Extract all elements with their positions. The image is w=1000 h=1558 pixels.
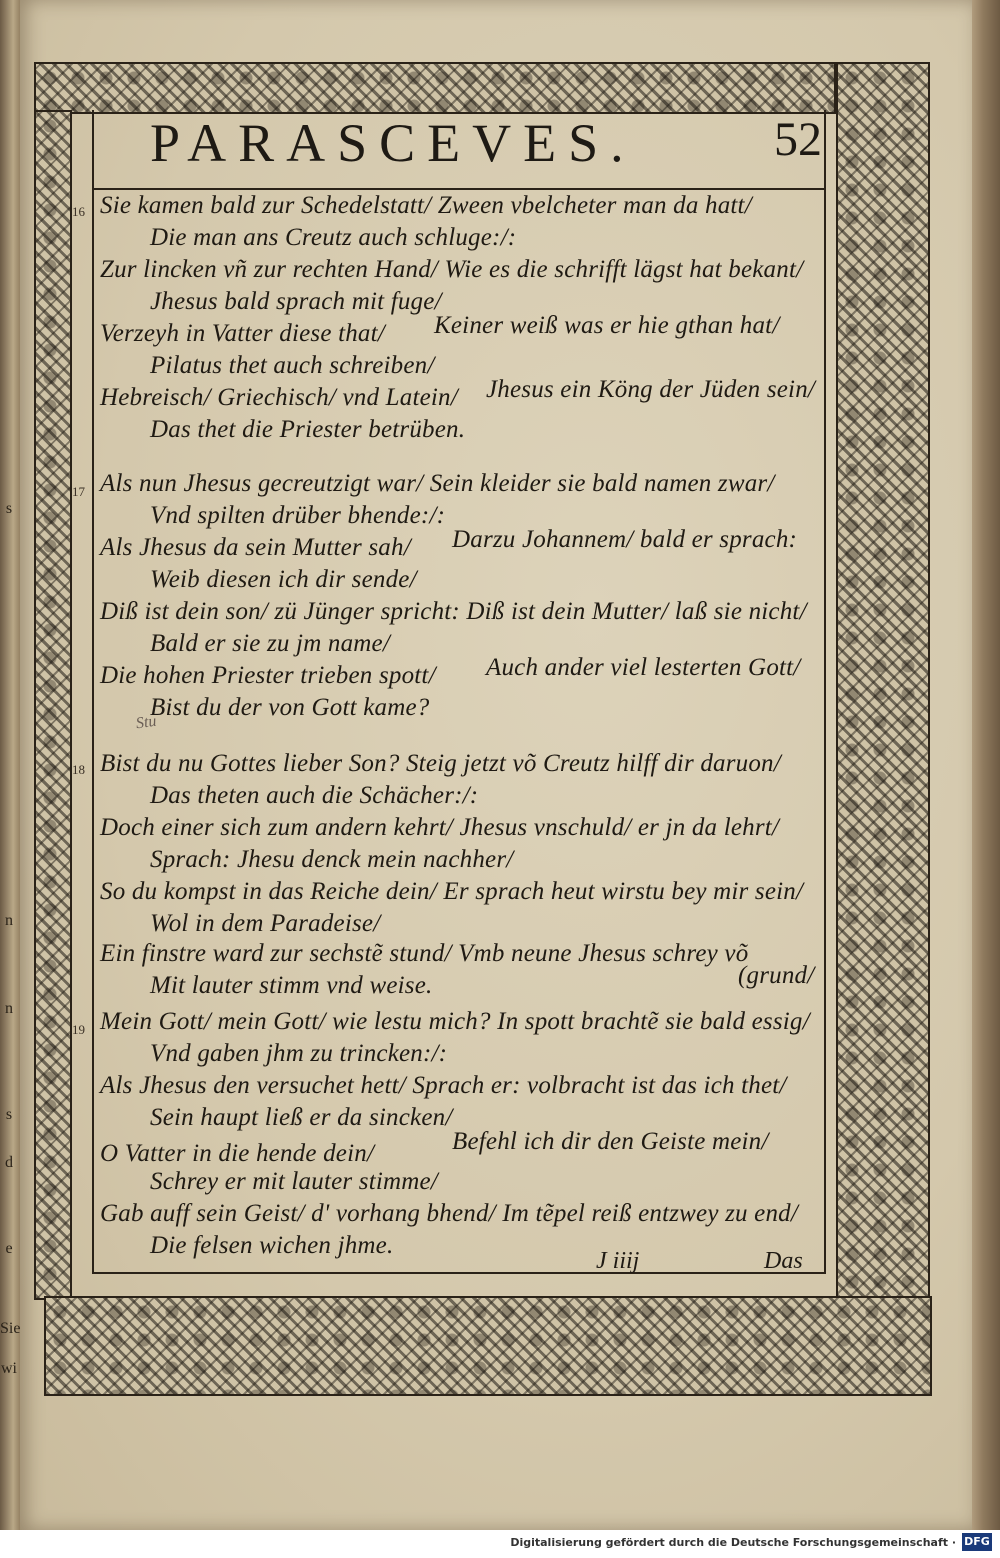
- verse-line: So du kompst in das Reiche dein/ Er sprach heut wirstu bey mir sein/: [100, 878, 804, 905]
- left-page-mark: e: [5, 1240, 13, 1257]
- verse-line: Das thet die Priester betrüben.: [150, 416, 466, 443]
- verse-line: Hebreisch/ Griechisch/ vnd Latein/: [100, 384, 458, 411]
- left-page-mark: wi: [1, 1360, 17, 1377]
- verse-line: Verzeyh in Vatter diese that/: [100, 320, 385, 347]
- footer-rule: [92, 1272, 826, 1274]
- verse-line: Die hohen Priester trieben spott/: [100, 662, 436, 689]
- verse-line: (grund/: [738, 962, 815, 989]
- left-page-mark: s: [5, 1106, 13, 1123]
- verse-line: Schrey er mit lauter stimme/: [150, 1168, 438, 1195]
- verse-line: Darzu Johannem/ bald er sprach:: [452, 526, 798, 553]
- verse-number: 19: [72, 1022, 85, 1037]
- verse-number: 18: [72, 762, 85, 777]
- catchword: Das: [764, 1248, 803, 1274]
- ornamental-border-right: [836, 62, 930, 1300]
- verse-line: Vnd gaben jhm zu trincken:/:: [150, 1040, 448, 1067]
- verse-line: Doch einer sich zum andern kehrt/ Jhesus vnschuld/ er jn da lehrt/: [100, 814, 780, 841]
- verse-line: O Vatter in die hende dein/: [100, 1140, 375, 1167]
- verse-line: Mein Gott/ mein Gott/ wie lestu mich? In spott brachtẽ sie bald essig/: [100, 1008, 810, 1035]
- digitization-credit: Digitalisierung gefördert durch die Deutsche Forschungsgemeinschaft ·: [510, 1536, 956, 1549]
- signature-mark: J iiij: [596, 1248, 640, 1274]
- verse-number: 17: [72, 484, 85, 499]
- verse-line: Als Jhesus den versuchet hett/ Sprach er: volbracht ist das ich thet/: [100, 1072, 787, 1099]
- verse-line: Mit lauter stimm vnd weise.: [150, 972, 433, 999]
- verse-line: Die felsen wichen jhme.: [150, 1232, 394, 1259]
- verse-line: Jhesus ein Köng der Jüden sein/: [486, 376, 816, 403]
- dfg-logo: DFG: [962, 1533, 992, 1551]
- left-page-mark: s: [5, 500, 13, 517]
- ornamental-border-bottom: [44, 1296, 932, 1396]
- frame-rule-left: [92, 110, 94, 1274]
- left-page-mark: n: [5, 1000, 13, 1017]
- verse-line: Die man ans Creutz auch schluge:/:: [150, 224, 517, 251]
- page-stack-edge: [972, 0, 1000, 1530]
- handwritten-margin-note: Stu: [134, 712, 158, 733]
- page-number: 52: [774, 113, 822, 166]
- verse-line: Bist du nu Gottes lieber Son? Steig jetzt võ Creutz hilff dir daruon/: [100, 750, 781, 777]
- verse-line: Zur lincken vñ zur rechten Hand/ Wie es die schrifft lägst hat bekant/: [100, 256, 804, 283]
- verse-number: 16: [72, 204, 85, 219]
- verse-line: Pilatus thet auch schreiben/: [150, 352, 435, 379]
- ornamental-border-left: [34, 110, 72, 1300]
- verse-line: Gab auff sein Geist/ d' vorhang bhend/ Im tẽpel reiß entzwey zu end/: [100, 1200, 799, 1227]
- verse-line: Sie kamen bald zur Schedelstatt/ Zween vbelcheter man da hatt/: [100, 192, 752, 219]
- verse-line: Auch ander viel lesterten Gott/: [486, 654, 801, 681]
- previous-page-edge: [0, 0, 22, 1540]
- running-title: PARASCEVES.: [150, 113, 636, 173]
- verse-line: Diß ist dein son/ zü Jünger spricht: Diß ist dein Mutter/ laß sie nicht/: [100, 598, 807, 625]
- verse-line: Als Jhesus da sein Mutter sah/: [100, 534, 411, 561]
- verse-line: Ein finstre ward zur sechstẽ stund/ Vmb neune Jhesus schrey võ: [100, 940, 749, 967]
- verse-line: Als nun Jhesus gecreutzigt war/ Sein kleider sie bald namen zwar/: [100, 470, 775, 497]
- left-page-mark: d: [5, 1154, 13, 1171]
- verse-line: Jhesus bald sprach mit fuge/: [150, 288, 442, 315]
- verse-line: Sein haupt ließ er da sincken/: [150, 1104, 453, 1131]
- verse-line: Sprach: Jhesu denck mein nachher/: [150, 846, 514, 873]
- verse-line: Wol in dem Paradeise/: [150, 910, 381, 937]
- ornamental-border-top: [34, 62, 836, 114]
- verse-line: Das theten auch die Schächer:/:: [150, 782, 479, 809]
- frame-rule-right: [824, 110, 826, 1274]
- left-page-mark: n: [5, 912, 13, 929]
- verse-line: Bald er sie zu jm name/: [150, 630, 390, 657]
- verse-line: Keiner weiß was er hie gthan hat/: [434, 312, 780, 339]
- left-page-mark: Sie: [0, 1320, 21, 1337]
- verse-line: Vnd spilten drüber bhende:/:: [150, 502, 446, 529]
- verse-line: Weib diesen ich dir sende/: [150, 566, 417, 593]
- header-rule: [92, 188, 826, 190]
- verse-line: Befehl ich dir den Geiste mein/: [452, 1128, 769, 1155]
- verse-line: Bist du der von Gott kame?: [150, 694, 430, 721]
